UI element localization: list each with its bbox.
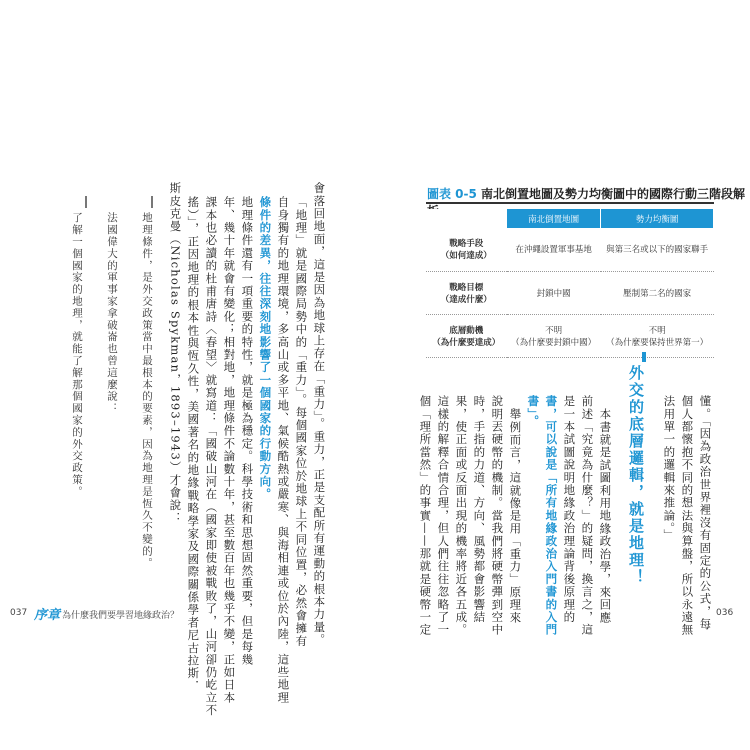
row-cell-b-main: 不明 [648, 325, 666, 336]
chapter-tag: 序章 [34, 608, 61, 623]
row-label-main: 戰略目標 [449, 282, 484, 293]
right-body-col-13: 這樣的解釋合情合理，但人們往往忽略了一 [436, 395, 451, 637]
row-cell-b: 壓制第二名的國家 [601, 271, 714, 314]
right-body-col-10: 說明丟硬幣的機制。當我們將硬幣彈到空中 [490, 395, 505, 637]
row-label [426, 314, 507, 357]
left-body-col-1: 會落回地面，這是因為地球上存在「重力」。重力，正是支配所有運動的根本力量。 [312, 182, 327, 647]
table-row [426, 271, 714, 314]
row-cell-a: 在沖繩設置軍事基地 [507, 228, 601, 271]
row-cell-a: 封鎖中國 [507, 271, 601, 314]
row-label-sub: （為什麼要達成） [432, 337, 501, 348]
row-label-main: 戰略手段 [449, 239, 484, 250]
left-page-number: 037 [10, 608, 28, 618]
row-cell-b-sub: （為什麼要保持世界第一） [606, 337, 709, 348]
left-body-col-8: 搖）」，正因地理的根本性與恆久性，美國著名的地緣戰略學家及國際關係學者尼古拉斯． [186, 196, 201, 693]
quote-marker-1 [151, 196, 153, 208]
right-body-col-4: 本書就是試圖利用地緣政治學，來回應 [598, 408, 613, 624]
right-body-col-14: 個「理所當然」的事實——那就是硬幣一定 [418, 395, 433, 637]
right-body-col-7: 書，可以說是「所有地緣政治入門書的入門 [544, 395, 559, 637]
table-row [426, 314, 714, 357]
row-label [426, 271, 507, 314]
right-body-col-6: 是一本試圖說明地緣政治理論背後原理的 [562, 395, 577, 624]
right-body-col-12: 果，使正面或反面出現的機率將近各五成。 [454, 395, 469, 637]
left-body-col-2: 「地理」就是國際局勢中的「重力」。每個國家位於地球上不同位置，必然會擁有 [294, 196, 309, 648]
left-body-col-7: 課本也必讀的杜甫唐詩〈春望〉就寫道：「國破山河在（國家即使被戰敗了，山河卻仍屹立不 [204, 196, 219, 717]
left-body-col-4: 條件的差異，往往深刻地影響了一個國家的行動方向。 [258, 196, 273, 501]
right-body-col-2: 個人都懷抱不同的想法與算盤，所以永遠無 [680, 395, 695, 637]
quote-line-1: 地理條件，是外交政策當中最根本的要素，因為地理是恆久不變的。 [141, 212, 153, 569]
row-cell-b: 與第三名或以下的國家聯手 [601, 228, 714, 271]
table-top-rule [426, 202, 714, 204]
row-cell-a-sub: （為什麼要封鎖中國） [511, 337, 597, 348]
table-header-row [426, 209, 714, 228]
section-heading-bar [642, 352, 646, 362]
left-body-col-6: 年、幾十年就會有變化；相對地，地理條件不論數十年，甚至數百年也幾乎不變，正如日本 [222, 196, 237, 704]
row-cell-b [601, 314, 714, 357]
right-body-col-3: 法用單一的邏輯來推論。」 [662, 395, 677, 542]
quote-line-3: 了解一個國家的地理，就能了解那個國家的外交政策。 [71, 212, 83, 498]
table-header-col-1: 南北倒置地圖 [507, 209, 601, 228]
left-body-col-3: 自身獨有的地理環境，多高山或多平地、氣候酷熱或嚴寒、與海相連或位於內陸，這些地理 [276, 196, 291, 704]
analysis-table [426, 209, 714, 358]
right-page-number: 036 [716, 608, 734, 618]
row-label-main: 底層動機 [449, 325, 484, 336]
right-body-col-8: 書」。 [526, 395, 541, 428]
row-label-sub: （達成什麼） [440, 294, 492, 305]
table-number: 圖表 0-5 [427, 187, 477, 201]
right-body-col-11: 時，手指的力道、方向、風勢都會影響結 [472, 395, 487, 624]
row-label-sub: （如何達成） [440, 251, 492, 262]
row-cell-a [507, 314, 601, 357]
row-cell-a-main: 不明 [545, 325, 563, 336]
table-header-blank [426, 209, 507, 228]
quote-marker-2 [85, 196, 87, 208]
right-body-col-1: 懂。「因為政治世界裡沒有固定的公式，每 [698, 395, 713, 631]
left-body-col-5: 地理條件還有一項重要的特性，就是極為穩定。科學技術和思想固然重要，但是每幾 [240, 196, 255, 666]
right-body-col-5: 前述「究竟為什麼？」的疑問，換言之，這 [580, 395, 595, 637]
section-heading: 外交的底層邏輯，就是地理！ [627, 365, 645, 586]
table-header-col-2: 勢力均衡圖 [601, 209, 714, 228]
table-row [426, 228, 714, 271]
row-label [426, 228, 507, 271]
running-head: 為什麼我們要學習地緣政治？ [62, 611, 180, 621]
quote-line-2: 法國偉大的軍事家拿破崙也曾這麼說： [106, 212, 118, 415]
table-title-text: 南北倒置地圖及勢力均衡圖中的國際行動三階段解 [481, 187, 746, 201]
right-body-col-9: 舉例而言，這就像是用「重力」原理來 [508, 408, 523, 624]
left-body-col-9: 斯皮克曼（Nicholas Spykman，1893–1943）才會說： [168, 182, 183, 525]
